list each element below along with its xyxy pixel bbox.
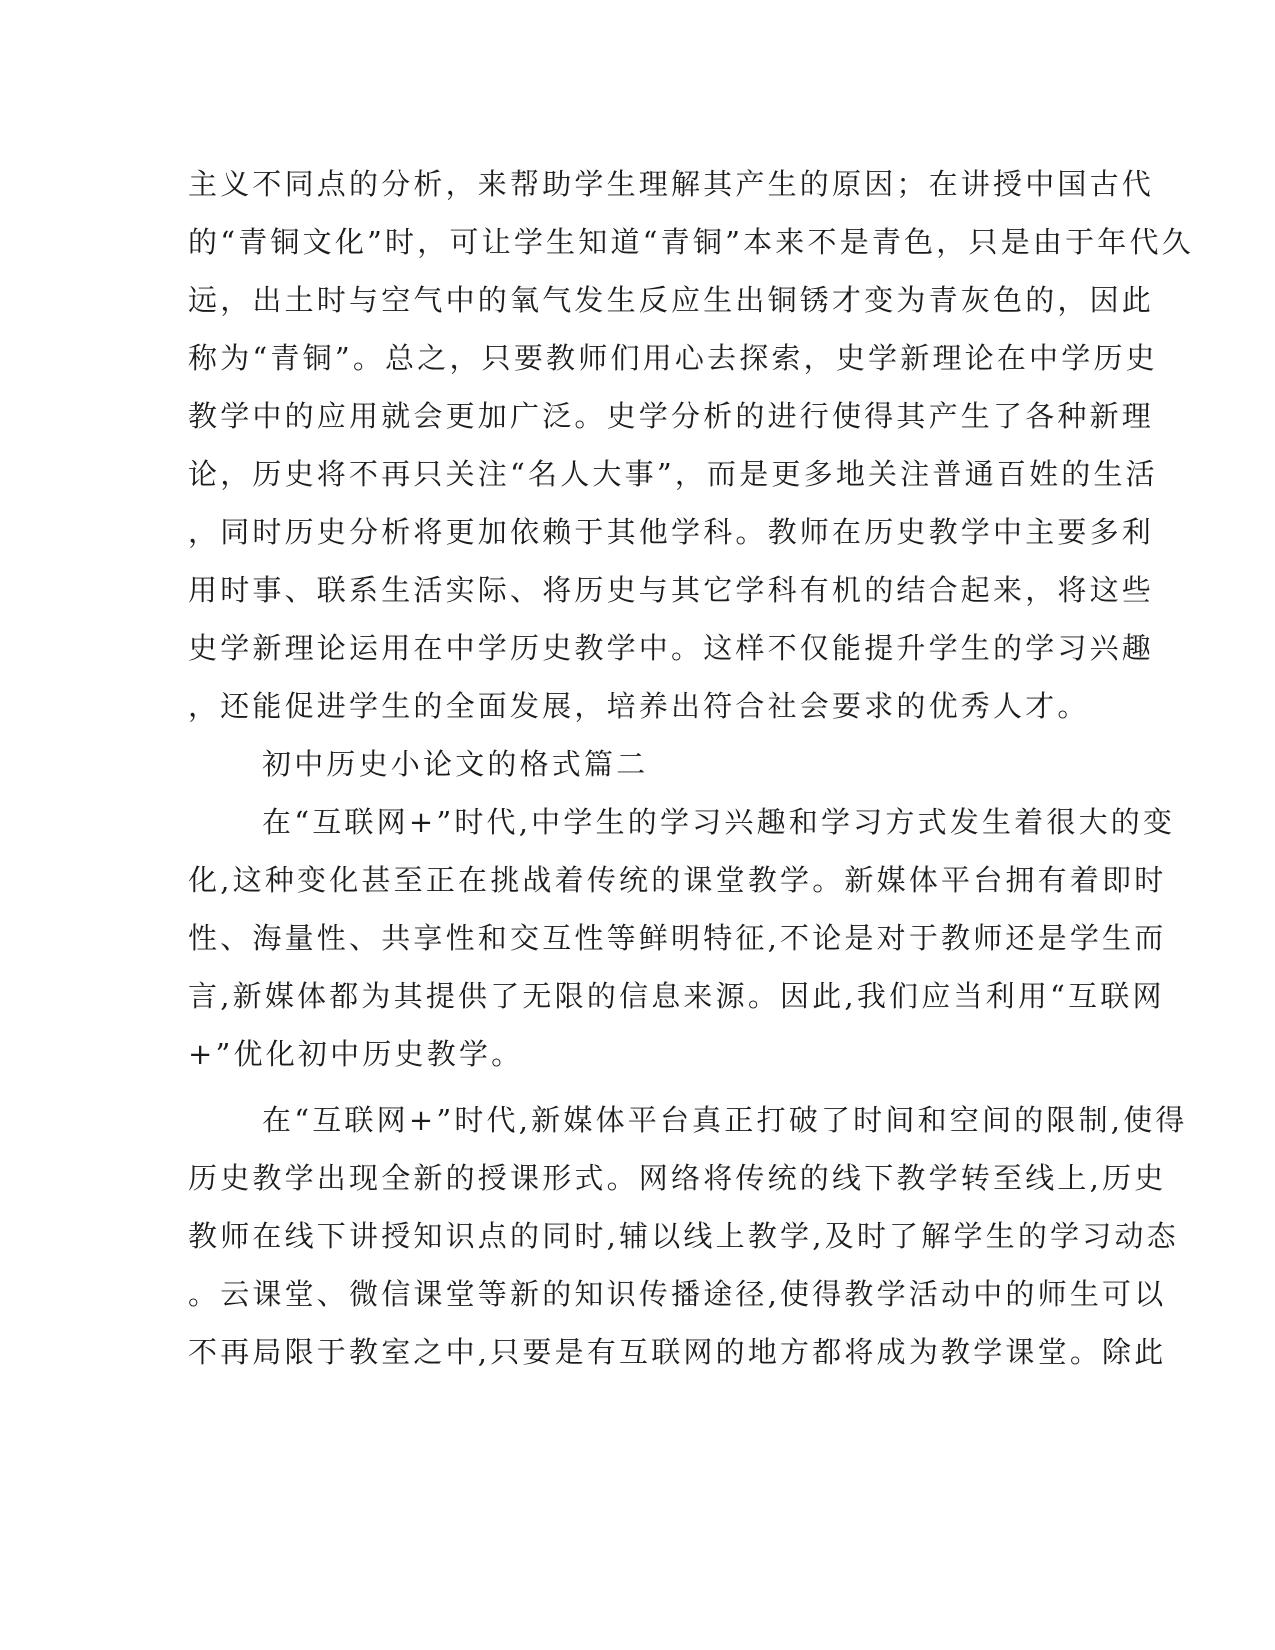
text-line: 主义不同点的分析，来帮助学生理解其产生的原因；在讲授中国古代 [188, 167, 1155, 201]
text-line: 历史教学出现全新的授课形式。网络将传统的线下教学转至线上,历史 [188, 1161, 1167, 1195]
text-line: 言,新媒体都为其提供了无限的信息来源。因此,我们应当利用“互联网 [188, 979, 1165, 1013]
text-line: +”优化初中历史教学。 [188, 1037, 524, 1071]
section-heading: 初中历史小论文的格式篇二 [262, 747, 649, 781]
text-line: 化,这种变化甚至正在挑战着传统的课堂教学。新媒体平台拥有着即时 [188, 863, 1167, 897]
text-line: 论，历史将不再只关注“名人大事”，而是更多地关注普通百姓的生活 [188, 457, 1158, 491]
text-line: ，还能促进学生的全面发展，培养出符合社会要求的优秀人才。 [188, 689, 1090, 723]
text-line: 称为“青铜”。总之，只要教师们用心去探索，史学新理论在中学历史 [188, 341, 1158, 375]
text-line: 。云课堂、微信课堂等新的知识传播途径,使得教学活动中的师生可以 [188, 1277, 1167, 1311]
text-line: 远，出土时与空气中的氧气发生反应生出铜锈才变为青灰色的，因此 [188, 283, 1155, 317]
text-line: 性、海量性、共享性和交互性等鲜明特征,不论是对于教师还是学生而 [188, 921, 1167, 955]
text-line: 不再局限于教室之中,只要是有互联网的地方都将成为教学课堂。除此 [188, 1335, 1167, 1369]
text-line: 用时事、联系生活实际、将历史与其它学科有机的结合起来，将这些 [188, 573, 1155, 607]
text-line: 在“互联网+”时代,新媒体平台真正打破了时间和空间的限制,使得 [262, 1103, 1188, 1137]
text-line: 史学新理论运用在中学历史教学中。这样不仅能提升学生的学习兴趣 [188, 631, 1155, 665]
text-line: 在“互联网+”时代,中学生的学习兴趣和学习方式发生着很大的变 [262, 805, 1176, 839]
text-line: 教师在线下讲授知识点的同时,辅以线上教学,及时了解学生的学习动态 [188, 1219, 1179, 1253]
text-line: 的“青铜文化”时，可让学生知道“青铜”本来不是青色，只是由于年代久 [188, 225, 1194, 259]
text-line: ，同时历史分析将更加依赖于其他学科。教师在历史教学中主要多利 [188, 515, 1155, 549]
text-line: 教学中的应用就会更加广泛。史学分析的进行使得其产生了各种新理 [188, 399, 1155, 433]
